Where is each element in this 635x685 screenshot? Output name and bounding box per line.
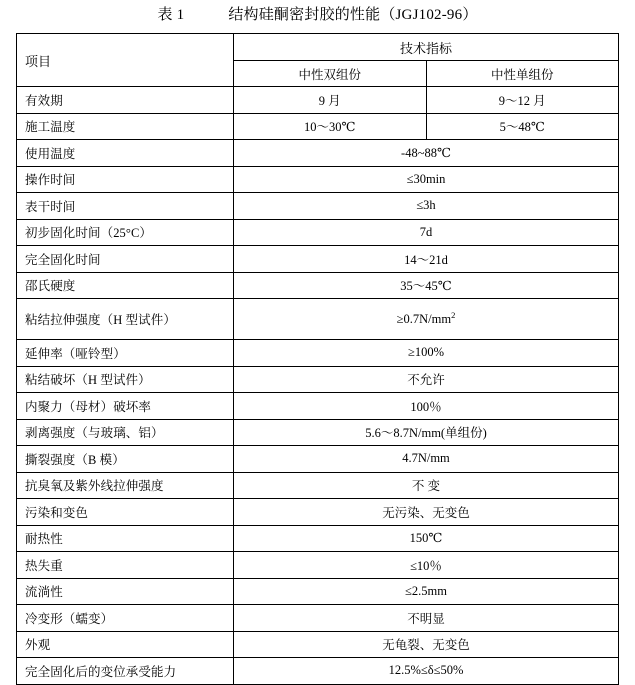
table-header-row — [17, 34, 619, 61]
row-value: 无污染、无变色 — [234, 499, 619, 526]
row-value-two-part: 9 月 — [234, 87, 427, 114]
specification-table — [16, 33, 619, 685]
row-label: 粘结拉伸强度（H 型试件） — [17, 299, 234, 340]
table-row — [17, 113, 619, 140]
table-row — [17, 272, 619, 299]
table-row — [17, 219, 619, 246]
table-row — [17, 393, 619, 420]
table-caption-label: 表 1 — [157, 7, 185, 23]
header-cell-item: 项目 — [17, 34, 234, 87]
row-value: ≤10％ — [234, 552, 619, 579]
table-row — [17, 605, 619, 632]
row-value: 无龟裂、无变色 — [234, 631, 619, 658]
table-row — [17, 366, 619, 393]
header-cell-one-part: 中性单组份 — [426, 61, 619, 87]
row-label: 延伸率（哑铃型） — [17, 340, 234, 367]
row-value: 4.7N/mm — [234, 446, 619, 473]
row-label: 完全固化时间 — [17, 246, 234, 273]
row-value: $\ge 0.7N/mm^2$ — [234, 299, 619, 340]
table-row — [17, 166, 619, 193]
table-row — [17, 419, 619, 446]
row-label: 有效期 — [17, 87, 234, 114]
table-row — [17, 631, 619, 658]
table-row — [17, 446, 619, 473]
row-label: 冷变形（蠕变） — [17, 605, 234, 632]
row-label: 热失重 — [17, 552, 234, 579]
row-label: 剥离强度（与玻璃、铝） — [17, 419, 234, 446]
row-value: 不 变 — [234, 472, 619, 499]
row-value: ≥100% — [234, 340, 619, 367]
row-value: ≤30min — [234, 166, 619, 193]
table-row — [17, 499, 619, 526]
row-value: -48~88℃ — [234, 140, 619, 167]
table-row — [17, 140, 619, 167]
table-row — [17, 658, 619, 685]
row-value: 14～21d — [234, 246, 619, 273]
row-value: 不明显 — [234, 605, 619, 632]
row-label: 初步固化时间（25°C） — [17, 219, 234, 246]
row-value-two-part: 10～30℃ — [234, 113, 427, 140]
row-value-one-part: 5～48℃ — [426, 113, 619, 140]
row-label: 表干时间 — [17, 193, 234, 220]
row-label: 邵氏硬度 — [17, 272, 234, 299]
table-caption-title: 结构硅酮密封胶的性能（JGJ102-96） — [228, 7, 478, 23]
row-label: 污染和变色 — [17, 499, 234, 526]
row-value: 不允许 — [234, 366, 619, 393]
row-value: 7d — [234, 219, 619, 246]
table-body — [17, 34, 619, 685]
row-label: 撕裂强度（B 模） — [17, 446, 234, 473]
row-label: 操作时间 — [17, 166, 234, 193]
table-row — [17, 246, 619, 273]
table-row — [17, 578, 619, 605]
row-label: 使用温度 — [17, 140, 234, 167]
table-row — [17, 193, 619, 220]
row-label: 粘结破坏（H 型试件） — [17, 366, 234, 393]
row-value: 150℃ — [234, 525, 619, 552]
table-row — [17, 525, 619, 552]
row-label: 抗臭氧及紫外线拉伸强度 — [17, 472, 234, 499]
row-label: 流淌性 — [17, 578, 234, 605]
row-value: 35～45℃ — [234, 272, 619, 299]
table-row — [17, 340, 619, 367]
row-label: 施工温度 — [17, 113, 234, 140]
row-value: 12.5%≤δ≤50% — [234, 658, 619, 685]
table-row — [17, 552, 619, 579]
row-label: 耐热性 — [17, 525, 234, 552]
table-row — [17, 299, 619, 340]
table-row — [17, 87, 619, 114]
row-label: 外观 — [17, 631, 234, 658]
row-value: 100％ — [234, 393, 619, 420]
header-cell-tech-index: 技术指标 — [234, 34, 619, 61]
header-cell-two-part: 中性双组份 — [234, 61, 427, 87]
row-value: ≤2.5mm — [234, 578, 619, 605]
row-label: 内聚力（母材）破坏率 — [17, 393, 234, 420]
row-value: ≤3h — [234, 193, 619, 220]
row-value-superscript: 2 — [451, 310, 456, 321]
row-value-one-part: 9～12 月 — [426, 87, 619, 114]
table-row — [17, 472, 619, 499]
row-value: 5.6～8.7N/mm(单组份) — [234, 419, 619, 446]
row-label: 完全固化后的变位承受能力 — [17, 658, 234, 685]
table-caption — [0, 0, 635, 33]
